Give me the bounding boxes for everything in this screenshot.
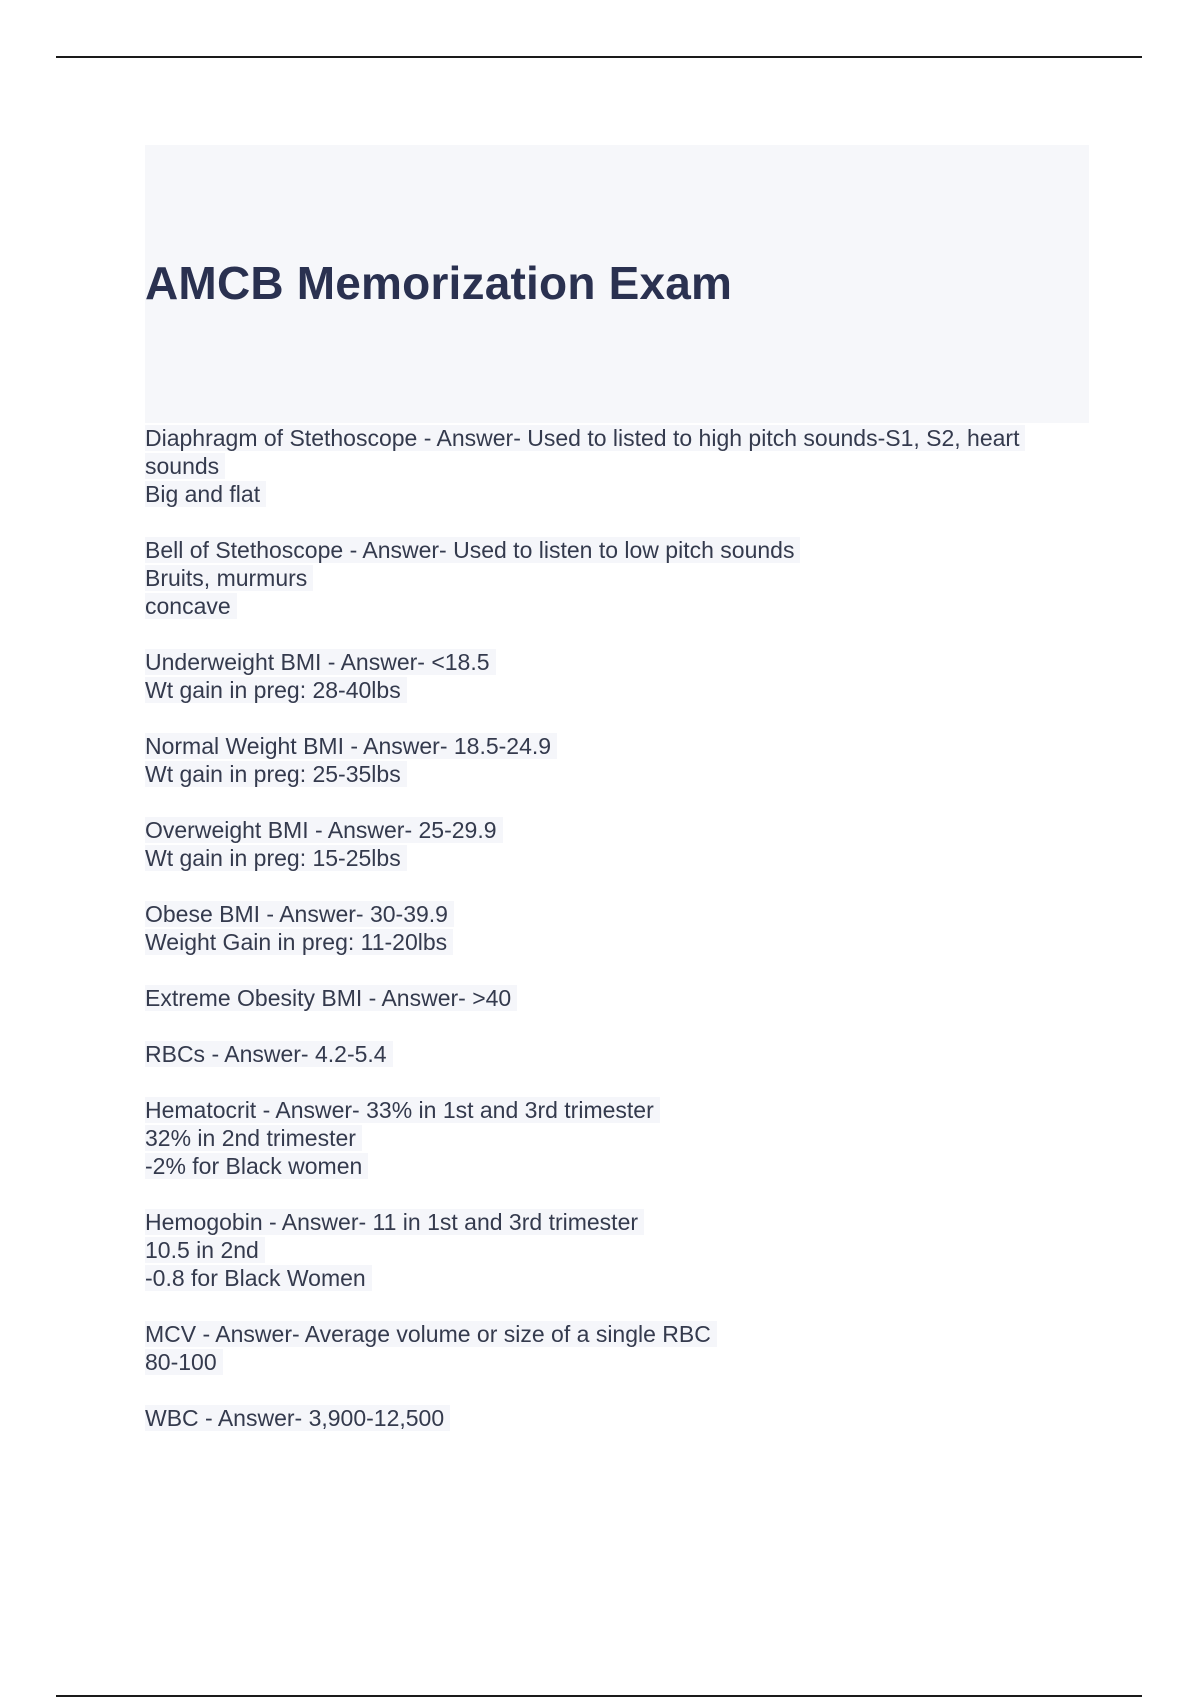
flashcard-text: MCV - Answer- Average volume or size of a single RBC — [145, 1321, 717, 1347]
flashcard-list — [145, 424, 1085, 1460]
document-title: AMCB Memorization Exam — [145, 257, 733, 309]
flashcard-text: -0.8 for Black Women — [145, 1265, 372, 1291]
flashcard-text: 32% in 2nd trimester — [145, 1125, 362, 1151]
flashcard-answer-line — [145, 760, 1085, 788]
flashcard-entry — [145, 984, 1085, 1012]
flashcard-text: Hemogobin - Answer- 11 in 1st and 3rd trimester — [145, 1209, 644, 1235]
flashcard-answer-line — [145, 928, 1085, 956]
flashcard-text: Normal Weight BMI - Answer- 18.5-24.9 — [145, 733, 557, 759]
flashcard-text: sounds — [145, 453, 225, 479]
flashcard-answer-line — [145, 1152, 1085, 1180]
flashcard-text: Overweight BMI - Answer- 25-29.9 — [145, 817, 503, 843]
flashcard-text: Bruits, murmurs — [145, 565, 313, 591]
flashcard-answer-line — [145, 1236, 1085, 1264]
flashcard-text: concave — [145, 593, 237, 619]
flashcard-entry — [145, 536, 1085, 620]
flashcard-entry — [145, 424, 1085, 508]
flashcard-text: Wt gain in preg: 28-40lbs — [145, 677, 407, 703]
flashcard-text: RBCs - Answer- 4.2-5.4 — [145, 1041, 393, 1067]
flashcard-question-line — [145, 984, 1085, 1012]
flashcard-text: Weight Gain in preg: 11-20lbs — [145, 929, 453, 955]
flashcard-answer-line — [145, 480, 1085, 508]
flashcard-question-line — [145, 1040, 1085, 1068]
flashcard-entry — [145, 1208, 1085, 1292]
flashcard-question-line — [145, 1096, 1085, 1124]
flashcard-entry — [145, 1404, 1085, 1432]
flashcard-text: Hematocrit - Answer- 33% in 1st and 3rd trimester — [145, 1097, 660, 1123]
flashcard-answer-line — [145, 1264, 1085, 1292]
flashcard-entry — [145, 1320, 1085, 1376]
flashcard-entry — [145, 900, 1085, 956]
flashcard-answer-line — [145, 564, 1085, 592]
flashcard-question-line — [145, 1404, 1085, 1432]
flashcard-text: 10.5 in 2nd — [145, 1237, 265, 1263]
flashcard-question-line — [145, 424, 1085, 452]
flashcard-text: Extreme Obesity BMI - Answer- >40 — [145, 985, 517, 1011]
flashcard-text: Underweight BMI - Answer- <18.5 — [145, 649, 496, 675]
flashcard-entry — [145, 816, 1085, 872]
flashcard-question-line — [145, 536, 1085, 564]
flashcard-answer-line — [145, 1348, 1085, 1376]
flashcard-text: Obese BMI - Answer- 30-39.9 — [145, 901, 454, 927]
flashcard-answer-line — [145, 592, 1085, 620]
flashcard-text: 80-100 — [145, 1349, 223, 1375]
flashcard-question-line — [145, 1320, 1085, 1348]
flashcard-text: -2% for Black women — [145, 1153, 368, 1179]
flashcard-text: Big and flat — [145, 481, 266, 507]
flashcard-question-line — [145, 732, 1085, 760]
footer-rule — [56, 1695, 1142, 1697]
flashcard-text: Wt gain in preg: 15-25lbs — [145, 845, 407, 871]
flashcard-text: Diaphragm of Stethoscope - Answer- Used to listed to high pitch sounds-S1, S2, heart — [145, 425, 1025, 451]
flashcard-entry — [145, 1096, 1085, 1180]
flashcard-answer-line — [145, 1124, 1085, 1152]
flashcard-entry — [145, 732, 1085, 788]
flashcard-text: WBC - Answer- 3,900-12,500 — [145, 1405, 450, 1431]
flashcard-entry — [145, 648, 1085, 704]
flashcard-answer-line — [145, 676, 1085, 704]
header-rule — [56, 56, 1142, 58]
flashcard-question-line — [145, 1208, 1085, 1236]
flashcard-question-line — [145, 816, 1085, 844]
flashcard-text: Bell of Stethoscope - Answer- Used to listen to low pitch sounds — [145, 537, 800, 563]
flashcard-entry — [145, 1040, 1085, 1068]
flashcard-question-line — [145, 648, 1085, 676]
flashcard-text: Wt gain in preg: 25-35lbs — [145, 761, 407, 787]
flashcard-answer-line — [145, 452, 1085, 480]
flashcard-answer-line — [145, 844, 1085, 872]
flashcard-question-line — [145, 900, 1085, 928]
